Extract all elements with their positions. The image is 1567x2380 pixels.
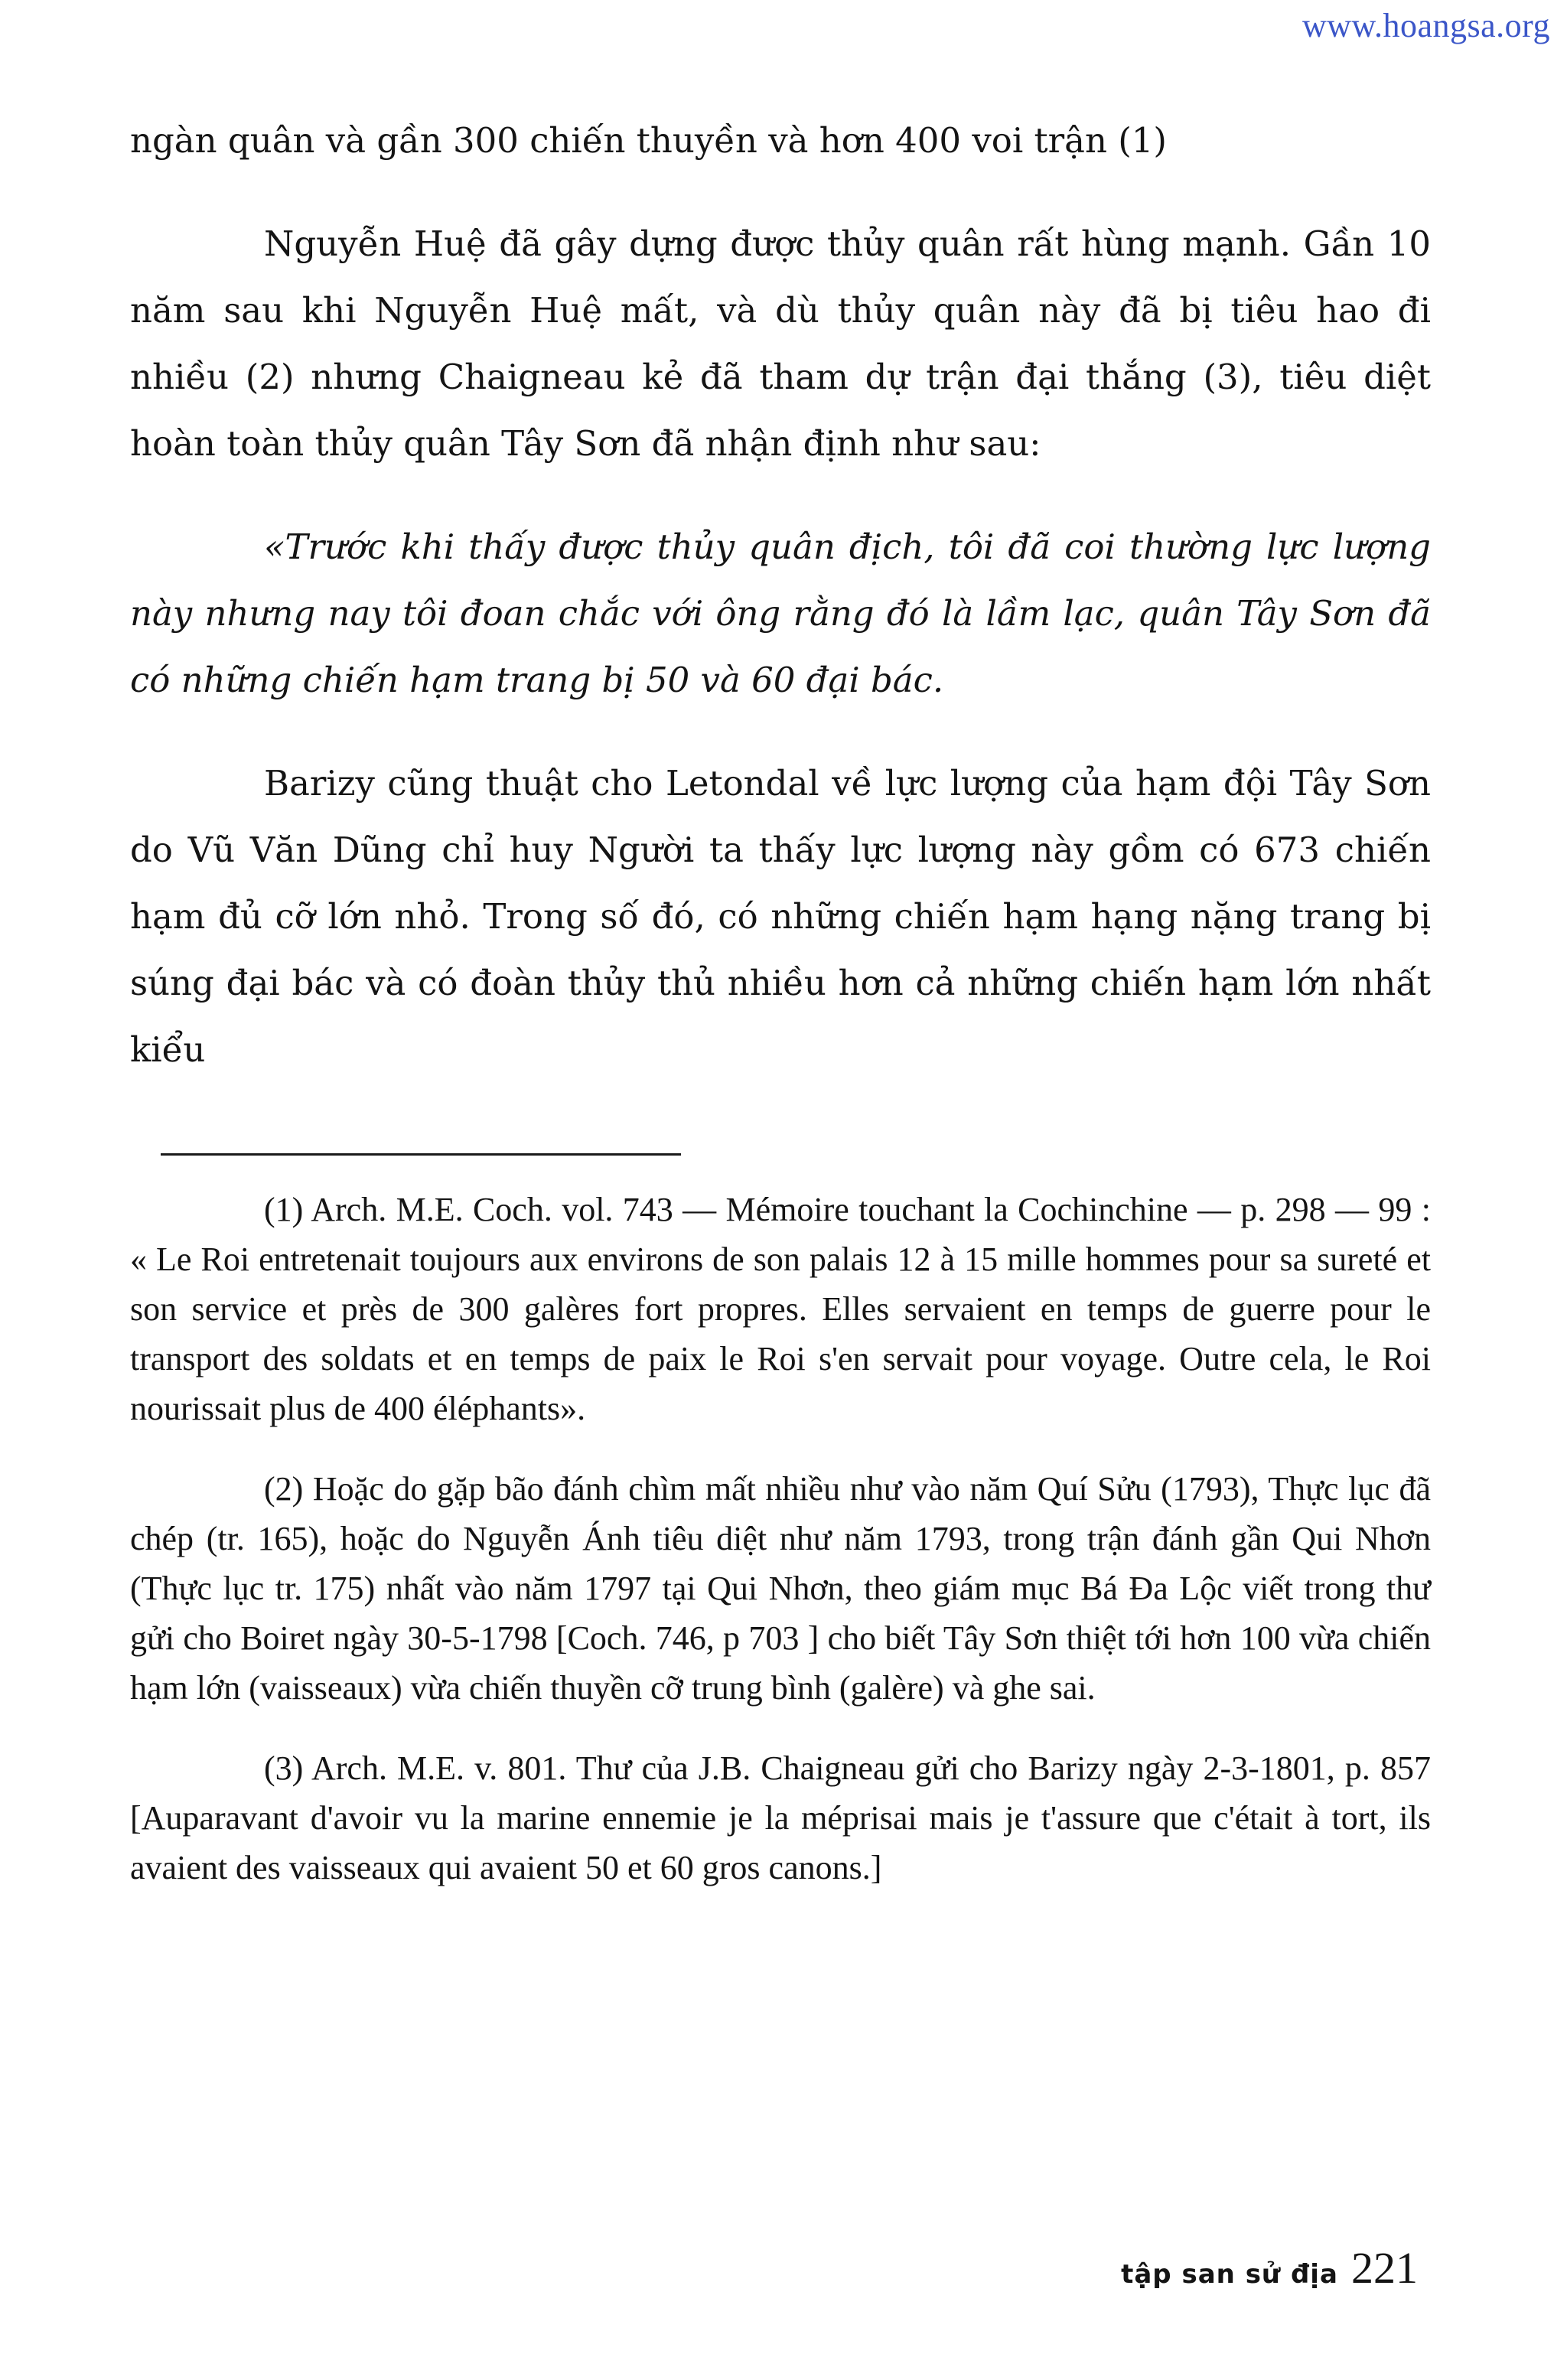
body-text <box>130 107 1431 1083</box>
footnote-divider <box>161 1153 681 1156</box>
footnote-3: (3) Arch. M.E. v. 801. Thư của J.B. Chaigneau gửi cho Barizy ngày 2-3-1801, p. 857 [Auparavant d'avoir vu la marine ennemie je la méprisai mais je t'assure que c'était à tort, ils avaient des vaisseaux qui avaient 50 et 60 gros canons.] <box>130 1749 1431 1886</box>
paragraph-2: Nguyễn Huệ đã gây dựng được thủy quân rất hùng mạnh. Gần 10 năm sau khi Nguyễn Huệ mất, và dù thủy quân này đã bị tiêu hao đi nhiều (2) nhưng Chaigneau kẻ đã tham dự trận đại thắng (3), tiêu diệt hoàn toàn thủy quân Tây Sơn đã nhận định như sau: <box>130 223 1431 464</box>
page-content <box>130 107 1431 1893</box>
paragraph-3: Barizy cũng thuật cho Letondal về lực lượng của hạm đội Tây Sơn do Vũ Văn Dũng chỉ huy Người ta thấy lực lượng này gồm có 673 chiến hạm đủ cỡ lớn nhỏ. Trong số đó, có những chiến hạm hạng nặng trang bị súng đại bác và có đoàn thủy thủ nhiều hơn cả những chiến hạm lớn nhất kiểu <box>130 763 1431 1070</box>
journal-name: tập san sử địa <box>1121 2259 1338 2290</box>
paragraph-1: ngàn quân và gần 300 chiến thuyền và hơn 400 voi trận (1) <box>130 120 1167 161</box>
footnote-2: (2) Hoặc do gặp bão đánh chìm mất nhiều như vào năm Quí Sửu (1793), Thực lục đã chép (tr. 165), hoặc do Nguyễn Ánh tiêu diệt như năm 1793, trong trận đánh gần Qui Nhơn (Thực lục tr. 175) nhất vào năm 1797 tại Qui Nhơn, theo giám mục Bá Đa Lộc viết trong thư gửi cho Boiret ngày 30-5-1798 [Coch. 746, p 703 ] cho biết Tây Sơn thiệt tới hơn 100 vừa chiến hạm lớn (vaisseaux) vừa chiến thuyền cỡ trung bình (galère) và ghe sai. <box>130 1470 1431 1707</box>
page-number: 221 <box>1351 2243 1418 2293</box>
footnotes <box>130 1185 1431 1893</box>
watermark-url[interactable]: www.hoangsa.org <box>1301 7 1550 44</box>
footnote-1: (1) Arch. M.E. Coch. vol. 743 — Mémoire touchant la Cochinchine — p. 298 — 99 : « Le Roi entretenait toujours aux environs de son palais 12 à 15 mille hommes pour sa sureté et son service et près de 300 galères fort propres. Elles servaient en temps de guerre pour le transport des soldats et en temps de paix le Roi s'en servait pour voyage. Outre cela, le Roi nourissait plus de 400 éléphants». <box>130 1191 1431 1427</box>
quotation: «Trước khi thấy được thủy quân địch, tôi đã coi thường lực lượng này nhưng nay tôi đoan chắc với ông rằng đó là lầm lạc, quân Tây Sơn đã có những chiến hạm trang bị 50 và 60 đại bác. <box>130 527 1431 700</box>
page-footer <box>1121 2242 1418 2294</box>
